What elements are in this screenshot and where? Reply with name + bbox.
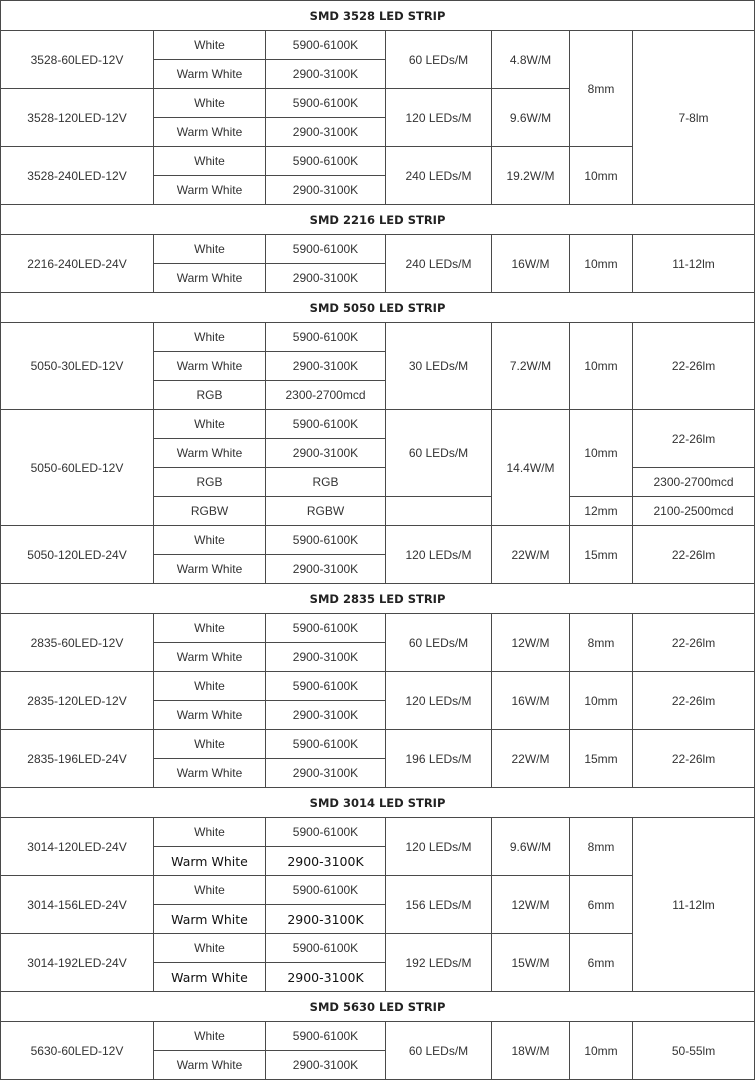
width-cell: 10mm bbox=[570, 147, 633, 205]
color-temp-cell: 2900-3100K bbox=[266, 643, 386, 672]
color-cell: White bbox=[154, 934, 266, 963]
led-density-cell: 60 LEDs/M bbox=[386, 1022, 492, 1080]
color-temp-cell: 2300-2700mcd bbox=[266, 381, 386, 410]
color-cell: Warm White bbox=[154, 643, 266, 672]
color-temp-cell: 2900-3100K bbox=[266, 352, 386, 381]
width-cell: 12mm bbox=[570, 497, 633, 526]
model-cell: 3528-60LED-12V bbox=[1, 31, 154, 89]
color-cell: Warm White bbox=[154, 555, 266, 584]
color-temp-cell: 2900-3100K bbox=[266, 176, 386, 205]
width-cell: 10mm bbox=[570, 410, 633, 497]
lumen-cell: 2300-2700mcd bbox=[633, 468, 755, 497]
section-header-2216: SMD 2216 LED STRIP bbox=[1, 205, 755, 235]
power-cell: 22W/M bbox=[492, 730, 570, 788]
color-cell: Warm White bbox=[154, 905, 266, 934]
model-cell: 2835-120LED-12V bbox=[1, 672, 154, 730]
section-header-3014: SMD 3014 LED STRIP bbox=[1, 788, 755, 818]
color-cell: White bbox=[154, 876, 266, 905]
color-temp-cell: 2900-3100K bbox=[266, 60, 386, 89]
model-cell: 2835-60LED-12V bbox=[1, 614, 154, 672]
color-temp-cell: 2900-3100K bbox=[266, 963, 386, 992]
color-temp-cell: 2900-3100K bbox=[266, 555, 386, 584]
led-density-cell: 30 LEDs/M bbox=[386, 323, 492, 410]
color-temp-cell: RGB bbox=[266, 468, 386, 497]
power-cell: 14.4W/M bbox=[492, 410, 570, 526]
led-density-cell: 156 LEDs/M bbox=[386, 876, 492, 934]
power-cell: 9.6W/M bbox=[492, 818, 570, 876]
color-cell: RGB bbox=[154, 468, 266, 497]
color-cell: White bbox=[154, 672, 266, 701]
color-temp-cell: 2900-3100K bbox=[266, 701, 386, 730]
color-temp-cell: 2900-3100K bbox=[266, 905, 386, 934]
width-cell: 15mm bbox=[570, 526, 633, 584]
power-cell: 19.2W/M bbox=[492, 147, 570, 205]
width-cell: 8mm bbox=[570, 818, 633, 876]
model-cell: 3014-120LED-24V bbox=[1, 818, 154, 876]
led-density-cell: 120 LEDs/M bbox=[386, 526, 492, 584]
color-cell: Warm White bbox=[154, 847, 266, 876]
color-cell: White bbox=[154, 323, 266, 352]
model-cell: 2216-240LED-24V bbox=[1, 235, 154, 293]
color-cell: White bbox=[154, 818, 266, 847]
color-temp-cell: 2900-3100K bbox=[266, 118, 386, 147]
color-temp-cell: 5900-6100K bbox=[266, 818, 386, 847]
color-cell: White bbox=[154, 89, 266, 118]
color-cell: Warm White bbox=[154, 759, 266, 788]
lumen-cell: 50-55lm bbox=[633, 1022, 755, 1080]
width-cell: 6mm bbox=[570, 876, 633, 934]
color-temp-cell: 5900-6100K bbox=[266, 410, 386, 439]
power-cell: 4.8W/M bbox=[492, 31, 570, 89]
model-cell: 2835-196LED-24V bbox=[1, 730, 154, 788]
color-temp-cell: 2900-3100K bbox=[266, 1051, 386, 1080]
model-cell: 5050-120LED-24V bbox=[1, 526, 154, 584]
color-temp-cell: 5900-6100K bbox=[266, 730, 386, 759]
lumen-cell: 22-26lm bbox=[633, 672, 755, 730]
color-temp-cell: 5900-6100K bbox=[266, 89, 386, 118]
color-temp-cell: 2900-3100K bbox=[266, 847, 386, 876]
led-density-cell: 60 LEDs/M bbox=[386, 410, 492, 497]
width-cell: 15mm bbox=[570, 730, 633, 788]
color-temp-cell: 5900-6100K bbox=[266, 147, 386, 176]
led-density-cell: 240 LEDs/M bbox=[386, 235, 492, 293]
color-temp-cell: 5900-6100K bbox=[266, 31, 386, 60]
width-cell: 8mm bbox=[570, 614, 633, 672]
width-cell: 10mm bbox=[570, 672, 633, 730]
section-header-3528: SMD 3528 LED STRIP bbox=[1, 1, 755, 31]
model-cell: 3528-120LED-12V bbox=[1, 89, 154, 147]
color-cell: White bbox=[154, 147, 266, 176]
lumen-cell: 11-12lm bbox=[633, 818, 755, 992]
model-cell: 3528-240LED-12V bbox=[1, 147, 154, 205]
led-density-cell: 192 LEDs/M bbox=[386, 934, 492, 992]
color-cell: Warm White bbox=[154, 1051, 266, 1080]
width-cell: 6mm bbox=[570, 934, 633, 992]
width-cell: 8mm bbox=[570, 31, 633, 147]
lumen-cell: 11-12lm bbox=[633, 235, 755, 293]
led-density-cell: 240 LEDs/M bbox=[386, 147, 492, 205]
lumen-cell: 22-26lm bbox=[633, 526, 755, 584]
power-cell: 12W/M bbox=[492, 614, 570, 672]
color-cell: Warm White bbox=[154, 264, 266, 293]
color-temp-cell: 5900-6100K bbox=[266, 235, 386, 264]
power-cell: 22W/M bbox=[492, 526, 570, 584]
section-header-5630: SMD 5630 LED STRIP bbox=[1, 992, 755, 1022]
color-cell: White bbox=[154, 235, 266, 264]
led-density-cell: 120 LEDs/M bbox=[386, 89, 492, 147]
power-cell: 7.2W/M bbox=[492, 323, 570, 410]
lumen-cell: 22-26lm bbox=[633, 323, 755, 410]
model-cell: 3014-156LED-24V bbox=[1, 876, 154, 934]
lumen-cell: 22-26lm bbox=[633, 730, 755, 788]
width-cell: 10mm bbox=[570, 235, 633, 293]
color-temp-cell: 5900-6100K bbox=[266, 526, 386, 555]
power-cell: 15W/M bbox=[492, 934, 570, 992]
color-temp-cell: 5900-6100K bbox=[266, 672, 386, 701]
led-density-cell: 120 LEDs/M bbox=[386, 818, 492, 876]
color-cell: Warm White bbox=[154, 439, 266, 468]
model-cell: 5630-60LED-12V bbox=[1, 1022, 154, 1080]
color-cell: RGB bbox=[154, 381, 266, 410]
lumen-cell: 7-8lm bbox=[633, 31, 755, 205]
color-temp-cell: RGBW bbox=[266, 497, 386, 526]
color-temp-cell: 2900-3100K bbox=[266, 439, 386, 468]
color-cell: White bbox=[154, 730, 266, 759]
width-cell: 10mm bbox=[570, 323, 633, 410]
color-temp-cell: 2900-3100K bbox=[266, 759, 386, 788]
color-cell: White bbox=[154, 614, 266, 643]
color-temp-cell: 2900-3100K bbox=[266, 264, 386, 293]
color-cell: Warm White bbox=[154, 118, 266, 147]
led-density-cell: 60 LEDs/M bbox=[386, 614, 492, 672]
color-temp-cell: 5900-6100K bbox=[266, 323, 386, 352]
section-header-2835: SMD 2835 LED STRIP bbox=[1, 584, 755, 614]
section-header-5050: SMD 5050 LED STRIP bbox=[1, 293, 755, 323]
power-cell: 16W/M bbox=[492, 672, 570, 730]
width-cell: 10mm bbox=[570, 1022, 633, 1080]
led-density-cell bbox=[386, 497, 492, 526]
color-cell: White bbox=[154, 1022, 266, 1051]
model-cell: 5050-30LED-12V bbox=[1, 323, 154, 410]
color-cell: Warm White bbox=[154, 352, 266, 381]
color-cell: Warm White bbox=[154, 701, 266, 730]
color-temp-cell: 5900-6100K bbox=[266, 1022, 386, 1051]
color-temp-cell: 5900-6100K bbox=[266, 934, 386, 963]
color-temp-cell: 5900-6100K bbox=[266, 614, 386, 643]
color-cell: White bbox=[154, 410, 266, 439]
color-cell: White bbox=[154, 526, 266, 555]
color-cell: Warm White bbox=[154, 60, 266, 89]
color-temp-cell: 5900-6100K bbox=[266, 876, 386, 905]
led-density-cell: 196 LEDs/M bbox=[386, 730, 492, 788]
led-density-cell: 120 LEDs/M bbox=[386, 672, 492, 730]
model-cell: 5050-60LED-12V bbox=[1, 410, 154, 526]
lumen-cell: 22-26lm bbox=[633, 614, 755, 672]
power-cell: 9.6W/M bbox=[492, 89, 570, 147]
color-cell: Warm White bbox=[154, 963, 266, 992]
power-cell: 18W/M bbox=[492, 1022, 570, 1080]
lumen-cell: 22-26lm bbox=[633, 410, 755, 468]
color-cell: Warm White bbox=[154, 176, 266, 205]
model-cell: 3014-192LED-24V bbox=[1, 934, 154, 992]
color-cell: RGBW bbox=[154, 497, 266, 526]
lumen-cell: 2100-2500mcd bbox=[633, 497, 755, 526]
color-cell: White bbox=[154, 31, 266, 60]
power-cell: 12W/M bbox=[492, 876, 570, 934]
led-density-cell: 60 LEDs/M bbox=[386, 31, 492, 89]
power-cell: 16W/M bbox=[492, 235, 570, 293]
